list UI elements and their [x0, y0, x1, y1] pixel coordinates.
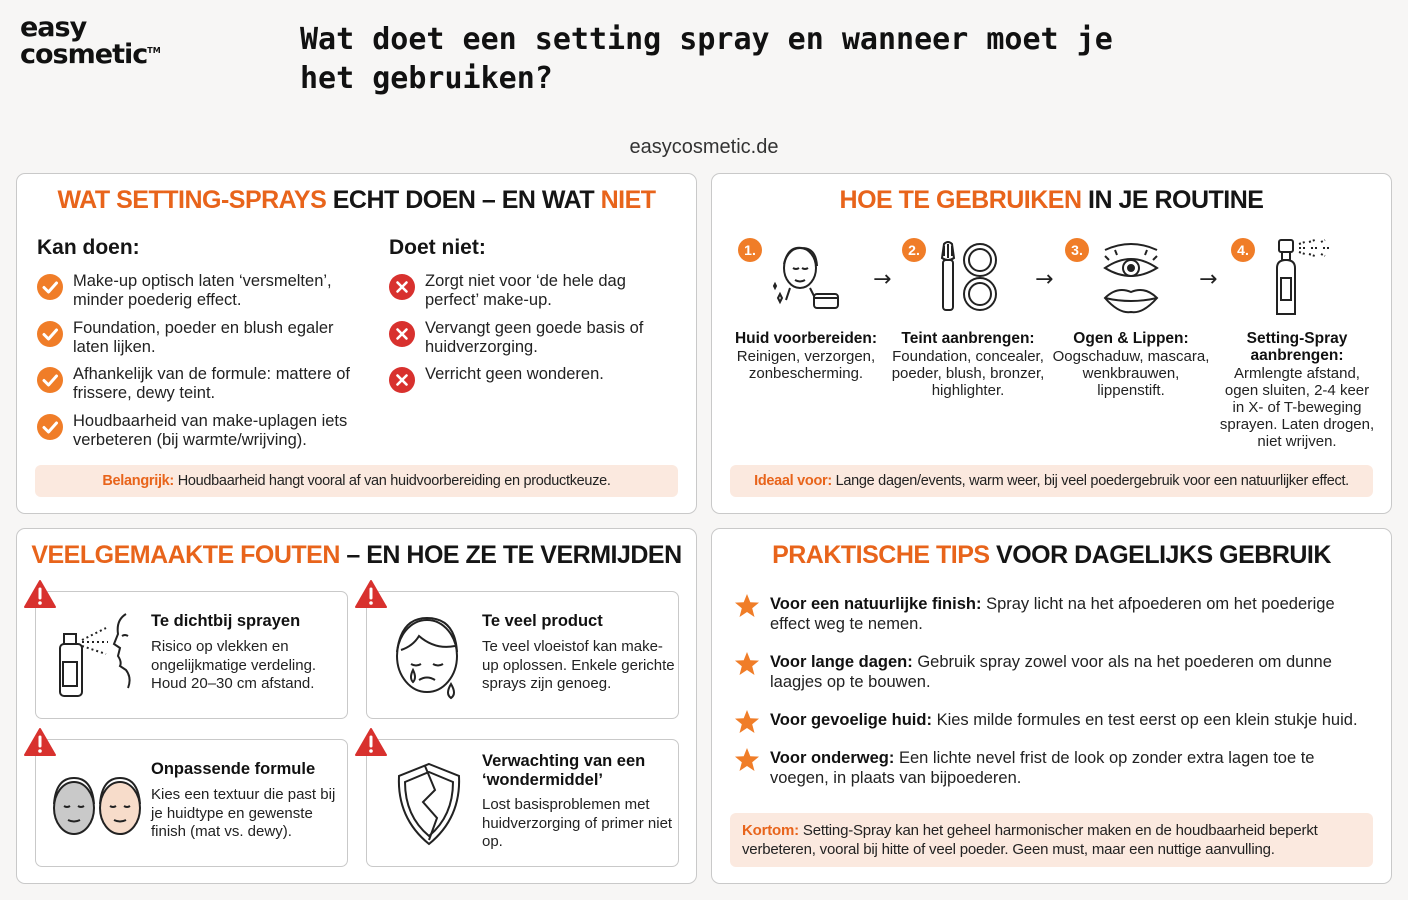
mistake-description: Risico op vlekken en ongelijkmatige verdeling. Houd 20–30 cm afstand.: [151, 638, 317, 692]
can-item: Make-up optisch laten ‘versmelten’, minder poederig effect.: [37, 272, 367, 312]
star-icon: [734, 747, 760, 773]
arrow-icon: →: [1199, 267, 1218, 292]
check-icon: [37, 321, 63, 347]
step-description: Armlengte afstand, ogen sluiten, 2-4 keer in X- of T-beweging sprayen. Laten drogen, niet wrijven.: [1219, 365, 1375, 450]
arrow-icon: →: [873, 267, 892, 292]
warning-icon: [23, 727, 57, 757]
check-icon: [37, 367, 63, 393]
can-item: Foundation, poeder en blush egaler laten lijken.: [37, 319, 367, 359]
two-faces-icon: [48, 754, 148, 854]
logo-line2: cosmetic™: [20, 39, 161, 70]
check-icon: [37, 414, 63, 440]
important-note: Belangrijk: Houdbaarheid hangt vooral af van huidvoorbereiding en productkeuze.: [35, 465, 678, 497]
spray-face-icon: [48, 606, 148, 706]
mistake-description: Kies een textuur die past bij je huidtype en gewenste finish (mat vs. dewy).: [151, 786, 336, 840]
face-cream-icon: [766, 238, 846, 318]
can-item: Afhankelijk van de formule: mattere of frissere, dewy teint.: [37, 365, 367, 405]
tip-item: Voor gevoelige huid: Kies milde formules en test eerst op een klein stukje huid.: [734, 711, 1364, 733]
panel-common-mistakes: [16, 528, 697, 884]
tip-item: Voor lange dagen: Gebruik spray zowel voor als na het poederen om dunne laagjes op te bouwen.: [734, 653, 1364, 693]
cannot-item: Vervangt geen goede basis of huidverzorging.: [389, 319, 679, 359]
tip-item: Voor een natuurlijke finish: Spray licht na het afpoederen om het poederige effect weg te nemen.: [734, 595, 1364, 635]
mistake-title: Onpassende formule: [151, 760, 316, 778]
warning-icon: [354, 579, 388, 609]
page-title: Wat doet een setting spray en wanneer moet je het gebruiken?: [300, 22, 1113, 96]
routine-step-1: [726, 238, 886, 438]
step-number: 1.: [738, 238, 762, 262]
panel-title: VEELGEMAAKTE FOUTEN – EN HOE ZE TE VERMIJDEN: [31, 541, 682, 569]
panel-title: HOE TE GEBRUIKEN IN JE ROUTINE: [839, 186, 1264, 214]
mistake-card: [366, 739, 679, 867]
logo-line1: easy: [20, 12, 87, 43]
routine-step-3: [1051, 238, 1211, 438]
mistake-title: Verwachting van een ‘wondermiddel’: [482, 752, 646, 789]
step-description: Oogschaduw, mascara, wenkbrauwen, lippenstift.: [1052, 348, 1210, 399]
routine-step-4: [1217, 238, 1377, 458]
panel-practical-tips: [711, 528, 1392, 884]
step-number: 2.: [902, 238, 926, 262]
cannot-item: Verricht geen wonderen.: [389, 365, 679, 395]
routine-step-2: [888, 238, 1048, 438]
mistake-card: [35, 591, 348, 719]
panel-title: PRAKTISCHE TIPS VOOR DAGELIJKS GEBRUIK: [772, 541, 1331, 569]
mistake-card: [35, 739, 348, 867]
step-number: 4.: [1231, 238, 1255, 262]
mistake-description: Lost basisproblemen met huidverzorging of primer niet op.: [482, 796, 673, 850]
site-url: easycosmetic.de: [629, 136, 779, 158]
mistake-title: Te dichtbij sprayen: [151, 612, 301, 630]
mistake-card: [366, 591, 679, 719]
broken-shield-icon: [379, 754, 479, 854]
cross-icon: [389, 274, 415, 300]
mistake-title: Te veel product: [482, 612, 603, 630]
step-title: Ogen & Lippen:: [1073, 330, 1189, 347]
eye-lips-icon: [1091, 238, 1171, 318]
cannot-item: Zorgt niet voor ‘de hele dag perfect’ make-up.: [389, 272, 679, 312]
can-do-heading: Kan doen:: [37, 236, 140, 259]
check-icon: [37, 274, 63, 300]
cannot-do-heading: Doet niet:: [389, 236, 486, 259]
step-description: Reinigen, verzorgen, zonbescherming.: [736, 348, 876, 382]
panel-what-it-does: [16, 173, 697, 514]
can-item: Houdbaarheid van make-uplagen iets verbeteren (bij warmte/wrijving).: [37, 412, 377, 452]
warning-icon: [23, 579, 57, 609]
brand-logo: [20, 12, 161, 70]
summary-note: Kortom: Setting-Spray kan het geheel harmonischer maken en de houdbaarheid beperkt verbeteren, vooral bij hitte of veel poeder. Geen must, maar een nuttige aanvulling.: [730, 813, 1373, 867]
crying-face-icon: [379, 606, 479, 706]
step-title: Setting-Spray aanbrengen:: [1246, 330, 1348, 364]
brush-compact-icon: [928, 238, 1008, 318]
cross-icon: [389, 367, 415, 393]
ideal-for-note: Ideaal voor: Lange dagen/events, warm weer, bij veel poedergebruik voor een natuurlijker effect.: [730, 465, 1373, 497]
panel-title: WAT SETTING-SPRAYS ECHT DOEN – EN WAT NIET: [57, 186, 656, 214]
panel-how-to-use: [711, 173, 1392, 514]
step-title: Huid voorbereiden:: [734, 330, 878, 347]
step-title: Teint aanbrengen:: [901, 330, 1035, 347]
cross-icon: [389, 321, 415, 347]
star-icon: [734, 709, 760, 735]
tip-item: Voor onderweg: Een lichte nevel frist de look op zonder extra lagen toe te voegen, in plaats van bijpoederen.: [734, 749, 1364, 789]
step-number: 3.: [1065, 238, 1089, 262]
star-icon: [734, 593, 760, 619]
spray-bottle-icon: [1257, 238, 1337, 318]
warning-icon: [354, 727, 388, 757]
step-description: Foundation, concealer, poeder, blush, bronzer, highlighter.: [891, 348, 1045, 399]
star-icon: [734, 651, 760, 677]
mistake-description: Te veel vloeistof kan make-up oplossen. Enkele gerichte sprays zijn genoeg.: [482, 638, 675, 692]
arrow-icon: →: [1035, 267, 1054, 292]
